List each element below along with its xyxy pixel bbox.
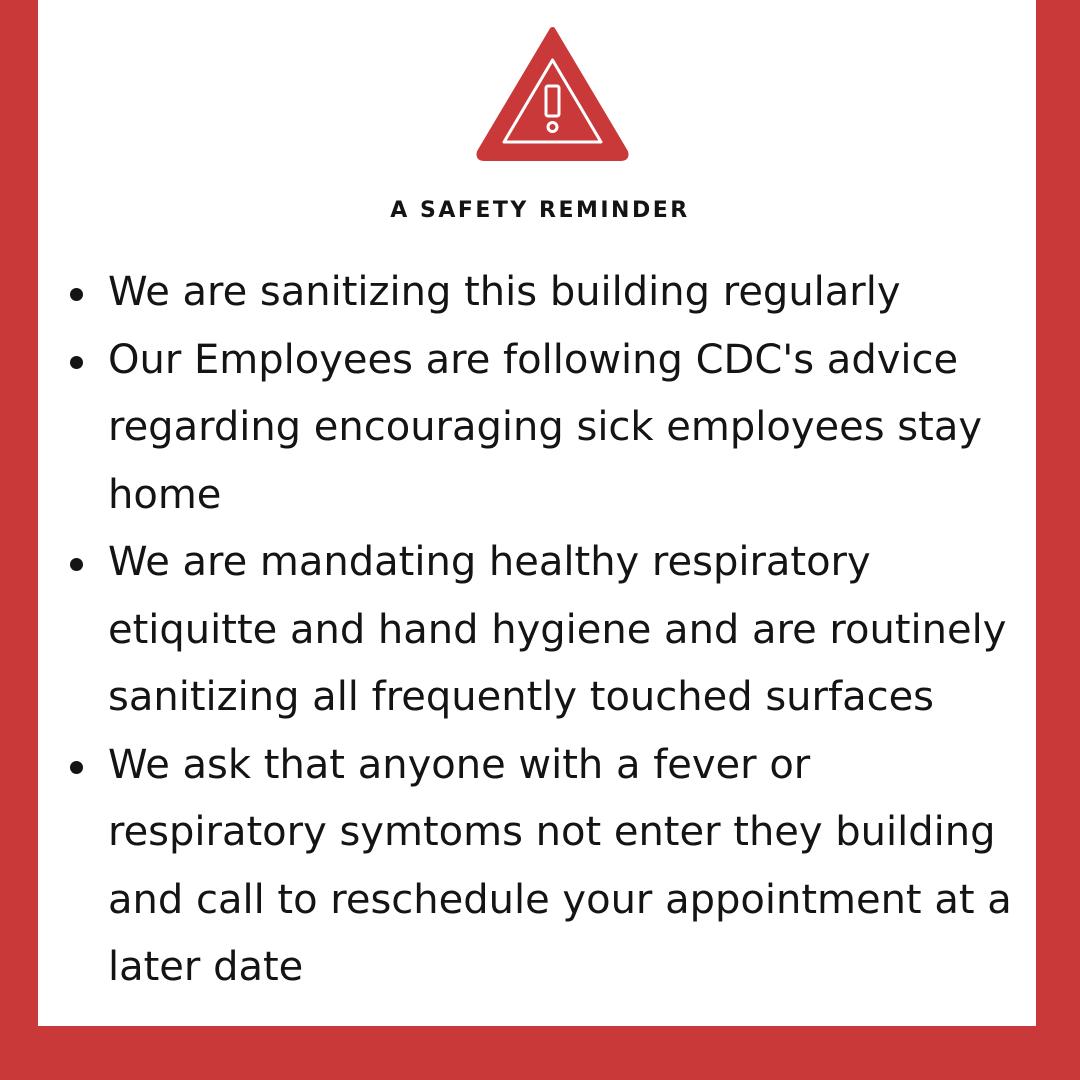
warning-triangle-icon	[475, 24, 630, 162]
list-item	[108, 732, 1038, 1002]
reminder-list	[108, 259, 1038, 1002]
list-item	[108, 259, 1038, 327]
list-item	[108, 529, 1038, 732]
notice-heading: A SAFETY REMINDER	[390, 198, 690, 223]
list-item-text: Our Employees are following CDC's advice regarding encouraging sick employees stay home	[108, 336, 983, 518]
bullet-icon	[70, 356, 83, 369]
list-item-text: We ask that anyone with a fever or respiratory symtoms not enter they building and call to reschedule your appointment at a later date	[108, 741, 1012, 990]
list-item-text: We are mandating healthy respiratory etiquitte and hand hygiene and are routinely sanitizing all frequently touched surfaces	[108, 539, 1007, 720]
bullet-icon	[70, 288, 83, 301]
list-item-text: We are sanitizing this building regularly	[108, 269, 901, 315]
list-item	[108, 327, 1038, 530]
bullet-icon	[70, 558, 83, 571]
bullet-icon	[70, 761, 83, 774]
